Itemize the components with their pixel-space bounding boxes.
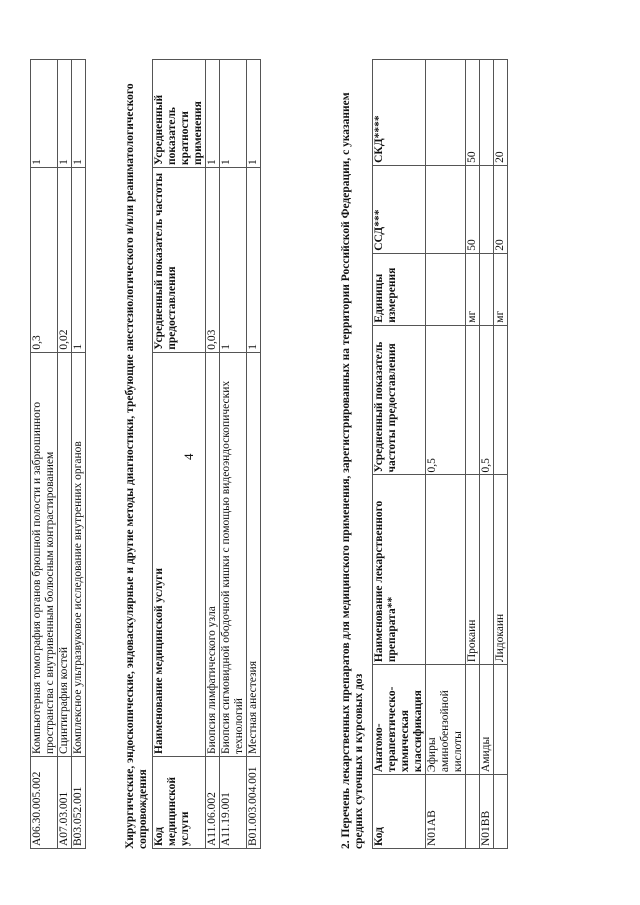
drug-skd: 20 [494, 60, 508, 166]
header-frequency: Усредненный показатель частоты предоставления [153, 167, 206, 352]
services-table-1 [30, 59, 86, 849]
drug-ssd: 50 [466, 165, 480, 253]
service-code: B03.052.001 [72, 757, 86, 849]
drug-ssd: 20 [494, 165, 508, 253]
drug-skd [426, 60, 466, 166]
page-number: 4 [181, 453, 196, 460]
table-row [58, 60, 72, 849]
table-row [206, 60, 220, 849]
service-multiplicity: 1 [206, 60, 220, 168]
table-row [31, 60, 58, 849]
drugs-table [372, 59, 508, 849]
service-code: A06.30.005.002 [31, 757, 58, 849]
drug-name [480, 475, 494, 665]
service-multiplicity: 1 [72, 60, 86, 168]
service-frequency: 0,02 [58, 167, 72, 352]
drug-unit [480, 253, 494, 325]
services-table-2 [152, 59, 261, 849]
service-name: Сцинтиграфия костей [58, 352, 72, 756]
drug-unit: мг [466, 253, 480, 325]
drug-code: N01AB [426, 775, 466, 849]
drug-ssd [426, 165, 466, 253]
header-ssd: ССД*** [373, 165, 426, 253]
drug-name [426, 475, 466, 665]
service-frequency: 1 [220, 167, 247, 352]
header-code: Код медицинской услуги [153, 757, 206, 849]
drug-frequency: 0,5 [480, 325, 494, 475]
table-row [247, 60, 261, 849]
drug-atc [494, 665, 508, 775]
drug-frequency [466, 325, 480, 475]
table-header [373, 60, 426, 849]
drug-atc: Эфиры аминобензойной кислоты [426, 665, 466, 775]
table-header [153, 60, 206, 849]
table-row [72, 60, 86, 849]
drug-atc: Амиды [480, 665, 494, 775]
service-name: Местная анестезия [247, 352, 261, 756]
service-code: B01.003.004.001 [247, 757, 261, 849]
service-name: Комплексное ультразвуковое исследование внутренних органов [72, 352, 86, 756]
drug-name: Лидокаин [494, 475, 508, 665]
service-multiplicity: 1 [58, 60, 72, 168]
service-frequency: 0,3 [31, 167, 58, 352]
service-code: A07.03.001 [58, 757, 72, 849]
header-multiplicity: Усредненный показатель кратности применения [153, 60, 206, 168]
service-frequency: 1 [72, 167, 86, 352]
header-skd: СКД**** [373, 60, 426, 166]
header-unit: Единицы измерения [373, 253, 426, 325]
drug-skd [480, 60, 494, 166]
drug-unit: мг [494, 253, 508, 325]
drug-code [494, 775, 508, 849]
header-drug: Наименование лекарственного препарата** [373, 475, 426, 665]
service-code: A11.19.001 [220, 757, 247, 849]
drug-name: Прокаин [466, 475, 480, 665]
header-name: Наименование медицинской услуги [153, 352, 206, 756]
service-multiplicity: 1 [220, 60, 247, 168]
drug-code: N01BB [480, 775, 494, 849]
service-multiplicity: 1 [31, 60, 58, 168]
service-multiplicity: 1 [247, 60, 261, 168]
table-row [466, 60, 480, 849]
service-name: Биопсия лимфатического узла [206, 352, 220, 756]
header-atc: Анатомо-терапевтическо-химическая классификация [373, 665, 426, 775]
drug-ssd [480, 165, 494, 253]
table-row [220, 60, 247, 849]
drug-unit [426, 253, 466, 325]
table-row [426, 60, 466, 849]
section-heading-drugs: 2. Перечень лекарственных препаратов для медицинского применения, зарегистрированных на территории Российской Федерации, с указанием средних суточных и курсовых доз [340, 92, 365, 849]
drug-frequency [494, 325, 508, 475]
service-frequency: 0,03 [206, 167, 220, 352]
header-code: Код [373, 775, 426, 849]
service-frequency: 1 [247, 167, 261, 352]
service-name: Компьютерная томография органов брюшной полости и забрюшинного пространства с внутривенным болюсным контрастированием [31, 352, 58, 756]
header-frequency: Усредненный показатель частоты предоставления [373, 325, 426, 475]
drug-code [466, 775, 480, 849]
drug-frequency: 0,5 [426, 325, 466, 475]
service-name: Биопсия сигмовидной ободочной кишки с помощью видеоэндоскопических технологий [220, 352, 247, 756]
service-code: A11.06.002 [206, 757, 220, 849]
drug-skd: 50 [466, 60, 480, 166]
drug-atc [466, 665, 480, 775]
section-heading-surgical: Хирургические, эндоскопические, эндоваскулярные и другие методы диагностики, требующие анестезиологического и/или реаниматологического сопровождения [124, 83, 149, 849]
table-row [494, 60, 508, 849]
table-row [480, 60, 494, 849]
